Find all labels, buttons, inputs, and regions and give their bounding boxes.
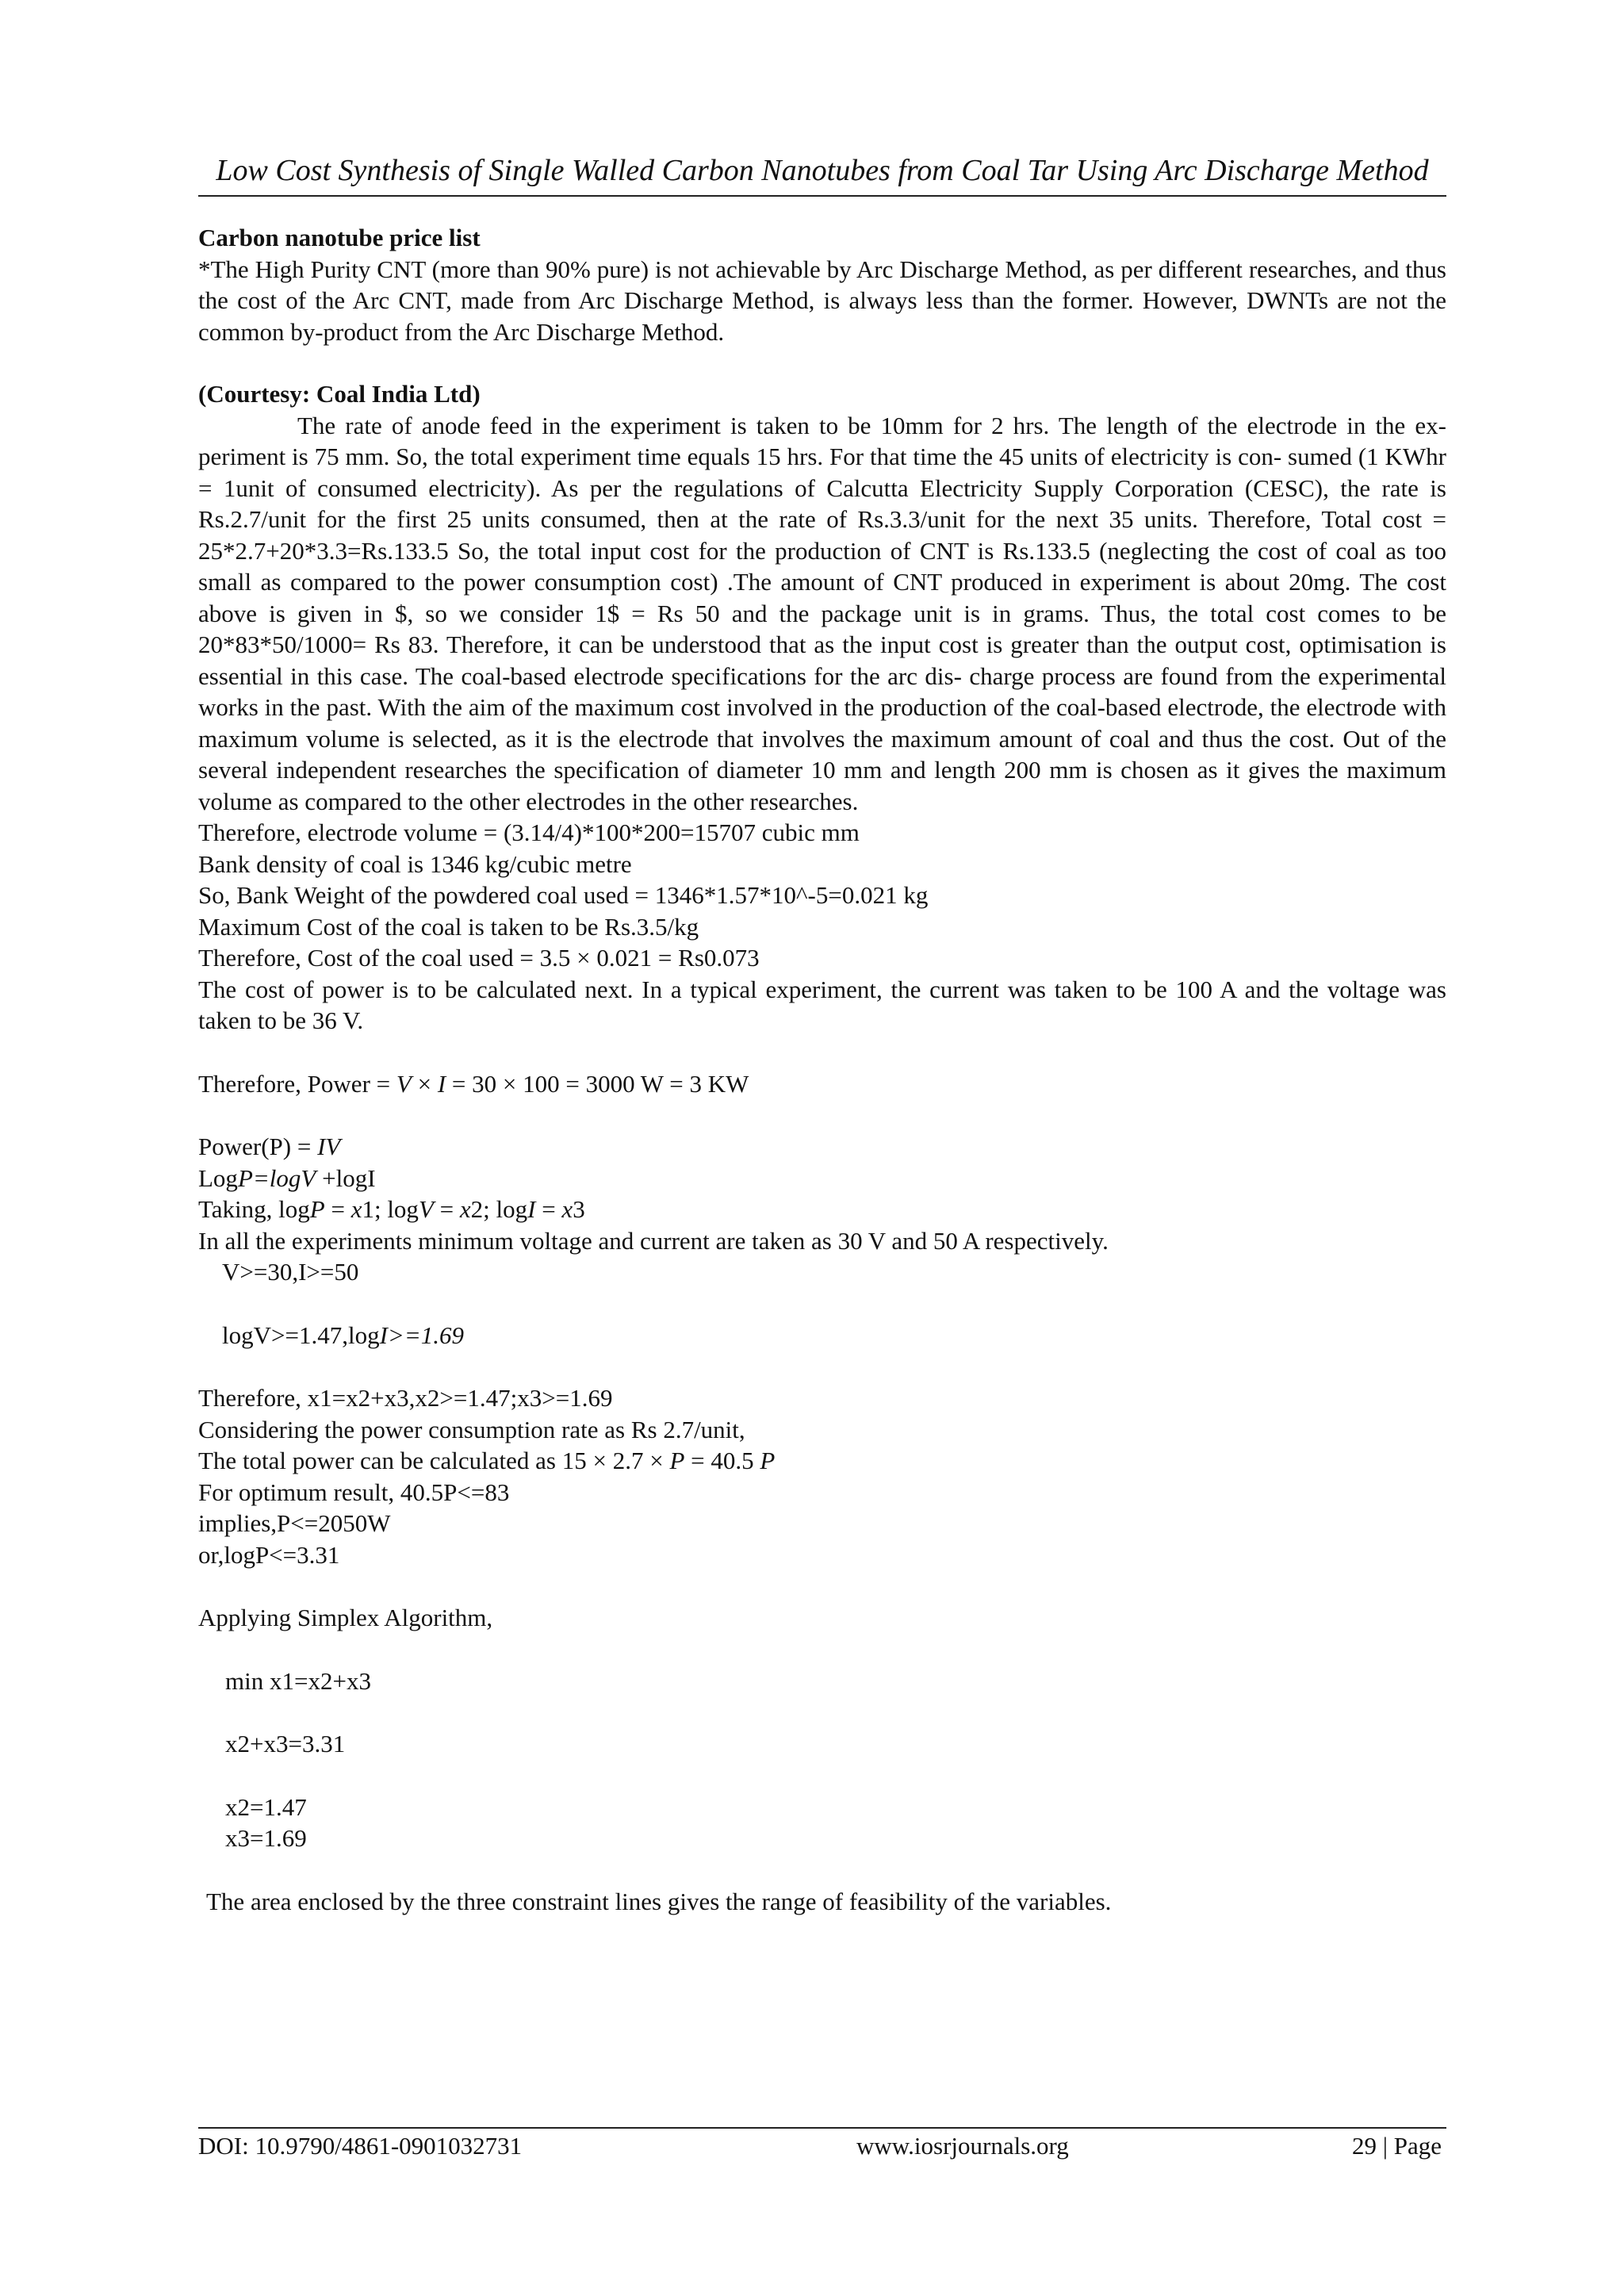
total-power-line: The total power can be calculated as 15 × 2.7 × P = 40.5 P (198, 1447, 776, 1474)
bank-density-line: Bank density of coal is 1346 kg/cubic metre (198, 849, 632, 878)
consumption-rate-line: Considering the power consumption rate as Rs 2.7/unit, (198, 1415, 745, 1443)
max-coal-cost-line: Maximum Cost of the coal is taken to be Rs.3.5/kg (198, 912, 699, 941)
constraint-sum-line: x2+x3=3.31 (225, 1730, 346, 1757)
implies-line: implies,P<=2050W (198, 1509, 391, 1537)
section-heading-price-list: Carbon nanotube price list (198, 224, 481, 251)
coal-cost-line: Therefore, Cost of the coal used = 3.5 × 0.021 = Rs0.073 (198, 944, 760, 972)
doi-label: DOI: 10.9790/4861-0901032731 (198, 2132, 523, 2160)
vi-inequality: V>=30,I>=50 (222, 1258, 359, 1286)
page-body (198, 222, 1446, 1917)
power-iv-equation: Power(P) = IV (198, 1133, 341, 1160)
minimum-voltage-line: In all the experiments minimum voltage and current are taken as 30 V and 50 A respectively. (198, 1226, 1109, 1255)
feasibility-line: The area enclosed by the three constraint lines gives the range of feasibility of the variables. (206, 1887, 1112, 1915)
x-constraint-line: Therefore, x1=x2+x3,x2>=1.47;x3>=1.69 (198, 1384, 613, 1412)
power-intro-paragraph: The cost of power is to be calculated next. In a typical experiment, the current was taken to be 100 A and the voltage was taken to be 36 V. (198, 975, 1446, 1034)
taking-log-line: Taking, logP = x1; logV = x2; logI = x3 (198, 1195, 585, 1223)
log-equation: LogP=logV +logI (198, 1163, 376, 1192)
objective-line: min x1=x2+x3 (225, 1666, 371, 1695)
optimum-line: For optimum result, 40.5P<=83 (198, 1478, 510, 1506)
electrode-volume-line: Therefore, electrode volume = (3.14/4)*100*200=15707 cubic mm (198, 818, 860, 846)
constraint-x2-line: x2=1.47 (225, 1792, 307, 1821)
bank-weight-line: So, Bank Weight of the powdered coal used = 1346*1.57*10^-5=0.021 kg (198, 881, 929, 909)
power-equation: Therefore, Power = V × I = 30 × 100 = 3000 W = 3 KW (198, 1069, 749, 1098)
journal-site: www.iosrjournals.org (856, 2132, 1069, 2160)
price-list-note: *The High Purity CNT (more than 90% pure) is not achievable by Arc Discharge Method, as per different researches, and thus the cost of the Arc CNT, made from Arc Discharge Method, is always less than the former. However, DWNTs are not the common by-product from the Arc Discharge Method. (198, 255, 1446, 346)
log-p-line: or,logP<=3.31 (198, 1540, 340, 1569)
cost-paragraph: The rate of anode feed in the experiment is taken to be 10mm for 2 hrs. The length of the electrode in the ex- periment is 75 mm. So, the total experiment time equals 15 hrs. For that time the 45 units of electricity is con- sumed (1 KWhr = 1unit of consumed electricity). As per the regulations of Calcutta Electricity Supply Corporation (CESC), the rate is Rs.2.7/unit for the first 25 units consumed, then at the rate of Rs.3.3/unit for the next 35 units. Therefore, Total cost = 25*2.7+20*3.3=Rs.133.5 So, the total input cost for the production of CNT is Rs.133.5 (neglecting the cost of coal as too small as compared to the power consumption cost) .The amount of CNT produced in experiment is about 20mg. The cost above is given in $, so we consider 1$ = Rs 50 and the package unit is in grams. Thus, the total cost comes to be 20*83*50/1000= Rs 83. Therefore, it can be understood that as the input cost is greater than the output cost, optimisation is essential in this case. The coal-based electrode specifications for the arc dis- charge process are found from the experimental works in the past. With the aim of the maximum cost involved in the production of the coal-based electrode, the electrode with maximum volume is selected, as it is the electrode that involves the maximum amount of coal and thus the cost. Out of the several independent researches the specification of diameter 10 mm and length 200 mm is chosen as it gives the maximum volume as compared to the other electrodes in the other researches. (198, 411, 1446, 815)
running-header: Low Cost Synthesis of Single Walled Carbon Nanotubes from Coal Tar Using Arc Discharge Method (216, 154, 1429, 187)
log-inequality: logV>=1.47,logI>=1.69 (222, 1320, 465, 1349)
page-footer (198, 2129, 1446, 2164)
constraint-x3-line: x3=1.69 (225, 1824, 307, 1852)
page-number: 29 | Page (1352, 2132, 1442, 2160)
simplex-line: Applying Simplex Algorithm, (198, 1604, 493, 1631)
section-heading-courtesy: (Courtesy: Coal India Ltd) (198, 380, 481, 408)
header-rule (198, 195, 1446, 197)
